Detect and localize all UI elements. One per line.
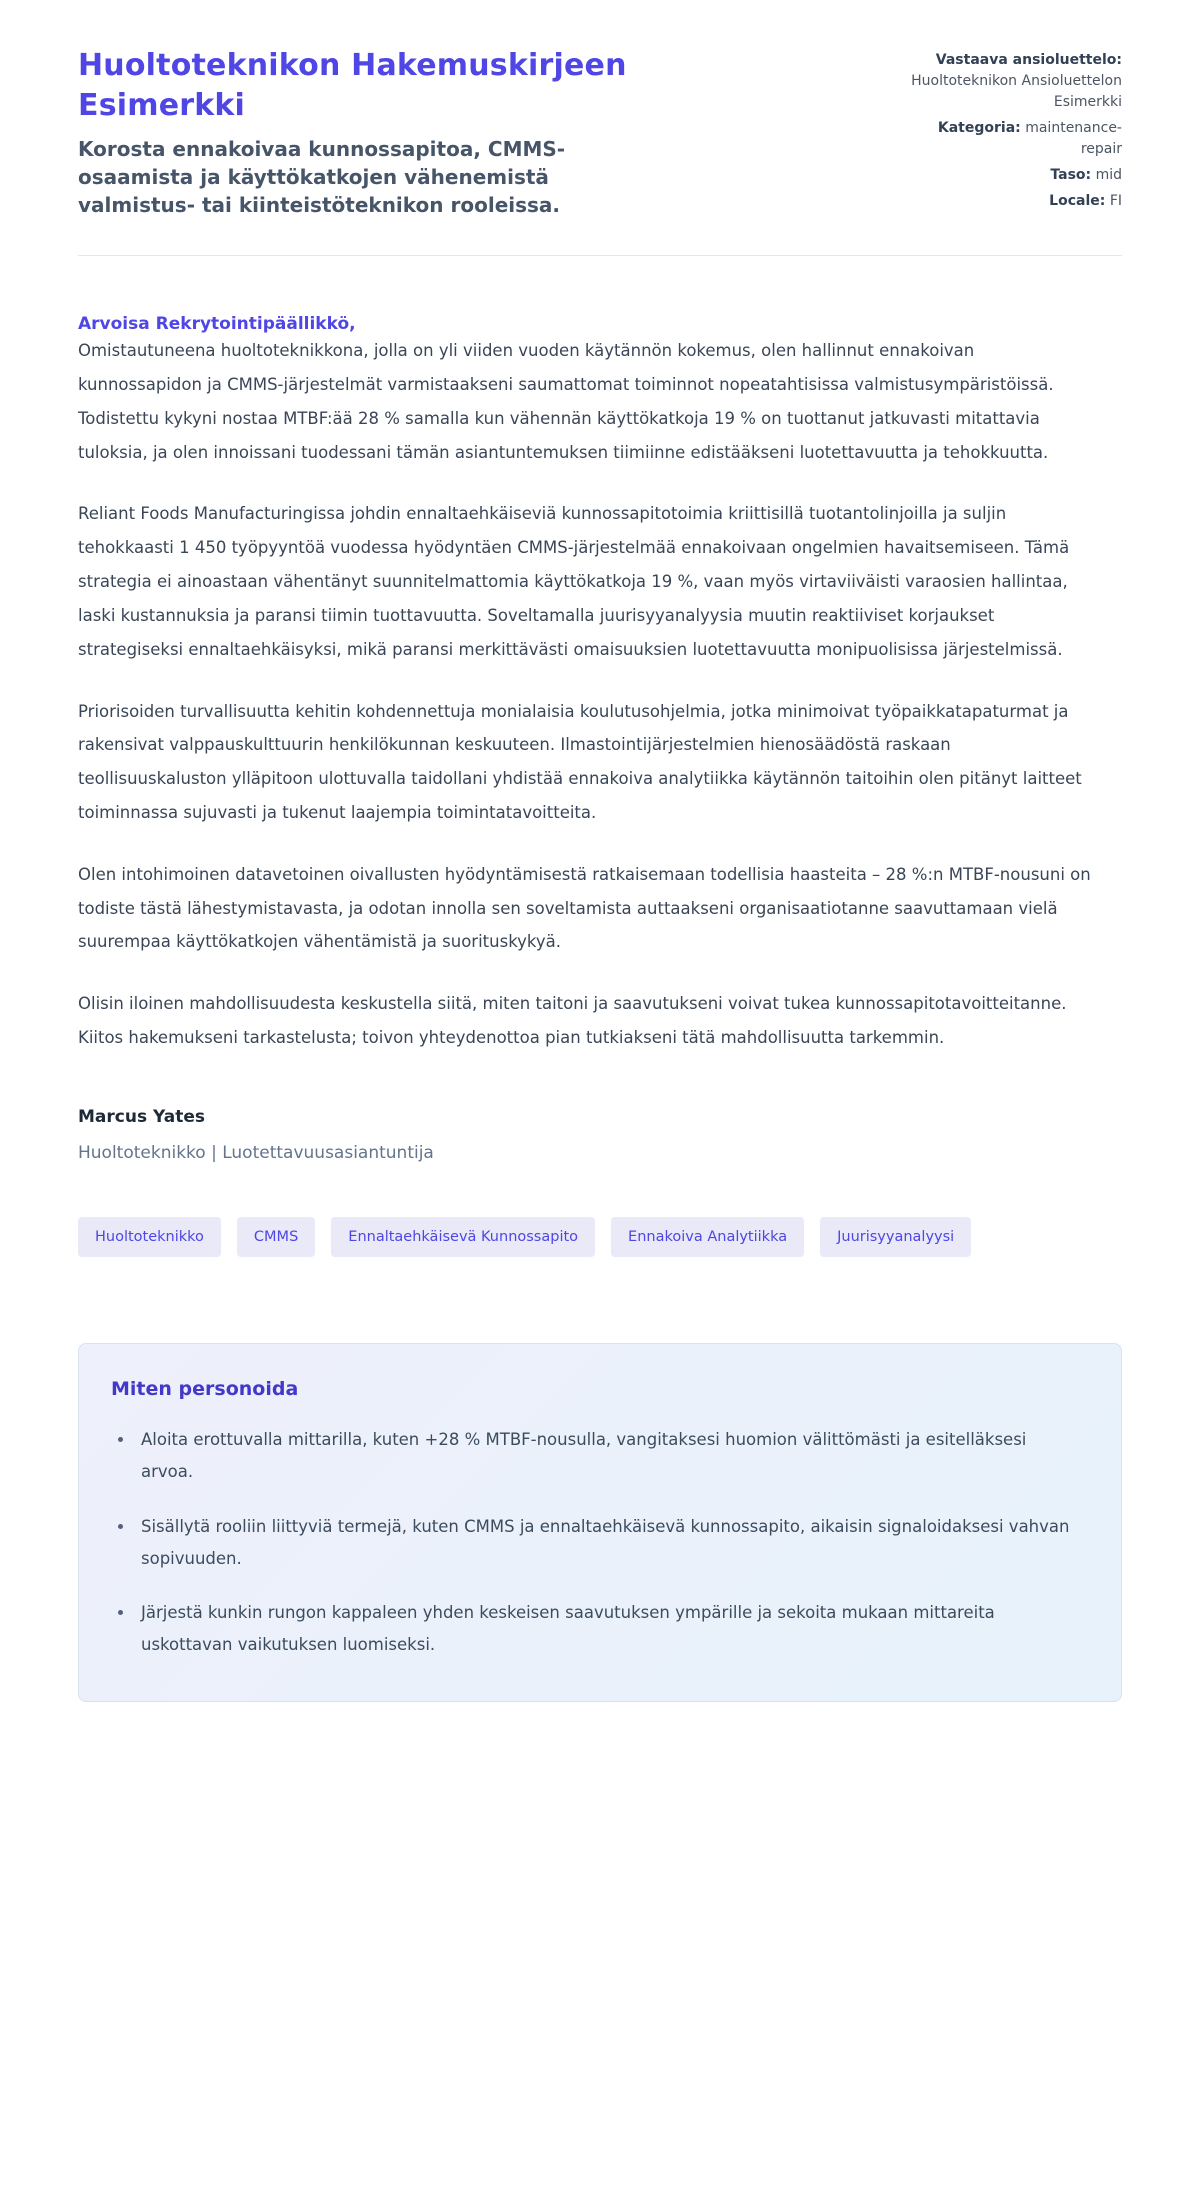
meta-label-locale: Locale: (1049, 193, 1106, 209)
tag-juurisyyanalyysi[interactable]: Juurisyyanalyysi (820, 1217, 971, 1258)
tag-ennakoiva-analytiikka[interactable]: Ennakoiva Analytiikka (611, 1217, 804, 1258)
tips-heading: Miten personoida (111, 1378, 299, 1401)
meta-row-matching-resume (900, 50, 1122, 113)
letter-paragraph-3: Priorisoiden turvallisuutta kehitin kohdennettuja monialaisia koulutusohjelmia, jotka minimoivat työpaikkatapaturmat ja rakensivat valppauskulttuurin henkilökunnan keskuuteen. Ilmastointijärjestelmien hienosäädöstä raskaan teollisuuskaluston ylläpitoon ulottuvalla taidollani yhdistää ennakoiva analytiikka käytännön taitoihin olen pitänyt laitteet toiminnassa sujuvasti ja tukenut laajempia toimintatavoitteita. (78, 701, 1082, 822)
signature-name: Marcus Yates (78, 1106, 205, 1127)
meta-label-matching-resume: Vastaava ansioluettelo: (935, 52, 1122, 68)
tag-huoltoteknikko[interactable]: Huoltoteknikko (78, 1217, 221, 1258)
letter-paragraph-4: Olen intohimoinen datavetoinen oivallusten hyödyntämisestä ratkaisemaan todellisia haasteita – 28 %:n MTBF-nousuni on todiste tästä lähestymistavasta, ja odotan innolla sen soveltamista auttaakseni organisaatiotanne saavuttamaan vielä suurempaa käyttökatkojen vähentämistä ja suorituskykyä. (78, 864, 1091, 952)
meta-value-matching-resume: Huoltoteknikon Ansioluettelon Esimerkki (911, 73, 1122, 110)
page-title: Huoltoteknikon Hakemuskirjeen Esimerkki (78, 48, 627, 123)
letter-greeting: Arvoisa Rekrytointipäällikkö, (78, 314, 356, 335)
tag-ennaltaehkaiseva-kunnossapito[interactable]: Ennaltaehkäisevä Kunnossapito (331, 1217, 595, 1258)
meta-label-category: Kategoria: (937, 120, 1021, 136)
letter-paragraph-5: Olisin iloinen mahdollisuudesta keskustella siitä, miten taitoni ja saavutukseni voivat tukea kunnossapitotavoitteitanne. Kiitos hakemukseni tarkastelusta; toivon yhteydenottoa pian tutkiakseni tätä mahdollisuutta tarkemmin. (78, 994, 1067, 1047)
header-titles (78, 46, 643, 219)
tag-list (78, 1217, 1122, 1258)
personalization-tips-box (78, 1343, 1122, 1702)
tag-cmms[interactable]: CMMS (237, 1217, 315, 1258)
meta-row-level (900, 165, 1122, 186)
page-subtitle: Korosta ennakoivaa kunnossapitoa, CMMS-osaamista ja käyttökatkojen vähenemistä valmistus- tai kiinteistöteknikon rooleissa. (78, 137, 566, 218)
letter-paragraph-2: Reliant Foods Manufacturingissa johdin ennaltaehkäiseviä kunnossapitotoimia kriittisillä tuotantolinjoilla ja suljin tehokkaasti 1 450 työpyyntöä vuodessa hyödyntäen CMMS-järjestelmää ennakoivaan ongelmien havaitsemiseen. Tämä strategia ei ainoastaan vähentänyt suunnitelmattomia käyttökatkoja 19 %, vaan myös virtaviiväisti varaosien hallintaa, laski kustannuksia ja paransi tiimin tuottavuutta. Soveltamalla juurisyyanalyysia muutin reaktiiviset korjaukset strategiseksi ennaltaehkäisyksi, mikä paransi merkittävästi omaisuuksien luotettavuutta monipuolisissa järjestelmissä. (78, 504, 1070, 659)
meta-panel (900, 50, 1122, 217)
page-header (78, 46, 1122, 219)
meta-value-category: maintenance-repair (1025, 120, 1122, 157)
header-divider (78, 255, 1122, 256)
meta-row-locale (900, 191, 1122, 212)
meta-value-locale: FI (1109, 193, 1122, 209)
meta-value-level: mid (1095, 167, 1122, 183)
tips-list (111, 1424, 1089, 1661)
tip-item-3: • Järjestä kunkin rungon kappaleen yhden keskeisen saavutuksen ympärille ja sekoita mukaan mittareita uskottavan vaikutuksen luomiseksi. (135, 1597, 1075, 1661)
letter-body (78, 314, 1122, 1163)
meta-label-level: Taso: (1050, 167, 1092, 183)
meta-row-category (900, 118, 1122, 160)
tip-item-2: • Sisällytä rooliin liittyviä termejä, kuten CMMS ja ennaltaehkäisevä kunnossapito, aikaisin signaloidaksesi vahvan sopivuuden. (135, 1511, 1075, 1575)
signature-title: Huoltoteknikko | Luotettavuusasiantuntija (78, 1142, 434, 1163)
tip-item-1: • Aloita erottuvalla mittarilla, kuten +28 % MTBF-nousulla, vangitaksesi huomion välittömästi ja esitelläksesi arvoa. (135, 1424, 1075, 1488)
letter-paragraph-1: Omistautuneena huoltoteknikkona, jolla on yli viiden vuoden käytännön kokemus, olen hallinnut ennakoivan kunnossapidon ja CMMS-järjestelmät varmistaakseni saumattomat toiminnot nopeatahtisissa valmistusympäristöissä. Todistettu kykyni nostaa MTBF:ää 28 % samalla kun vähennän käyttökatkoja 19 % on tuottanut jatkuvasti mitattavia tuloksia, ja olen innoissani tuodessani tämän asiantuntemuksen tiimiinne edistääkseni luotettavuutta ja tehokkuutta. (78, 341, 1054, 462)
